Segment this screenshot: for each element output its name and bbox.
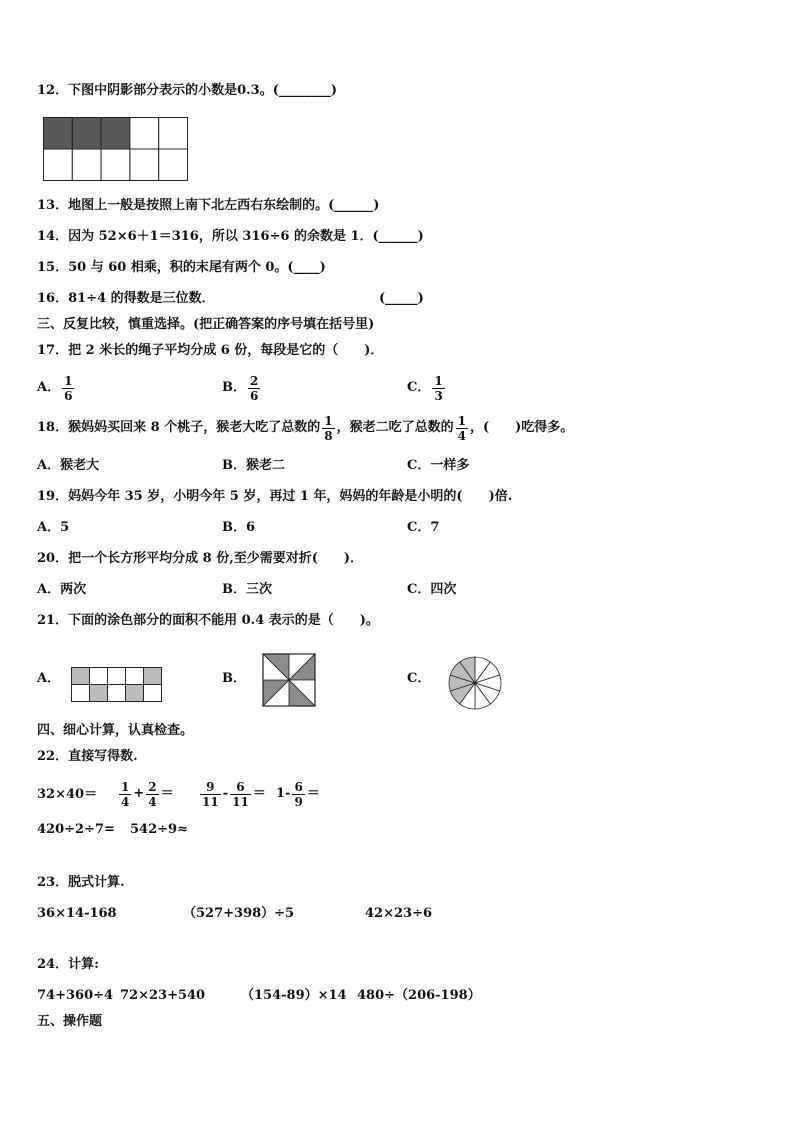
q12-cell-shaded-3: [101, 118, 130, 150]
q22-e2-frac-b: [146, 780, 158, 809]
q16-text: 16．81÷4 的得数是三位数．: [37, 291, 215, 306]
q20-option-b: B．三次: [222, 582, 272, 597]
q12-cell-4: [130, 118, 159, 150]
q18-f2-num: 1: [457, 413, 466, 428]
q18-part2: ，猴老二吃了总数的: [336, 420, 454, 435]
q23-item-3: 42×23÷6: [365, 906, 433, 921]
q21-option-a-figure: [71, 667, 163, 703]
q22-e4-lead: 1-: [276, 786, 291, 801]
section4-title: 四、细心计算，认真检查。: [37, 723, 194, 738]
q22-expr-5: 420÷2÷7=: [37, 822, 115, 837]
q22-expr-6: 542÷9≈: [130, 822, 188, 837]
q22-expr-4: [276, 775, 320, 813]
q21-option-b-label: B．: [222, 671, 246, 686]
q12-cell-shaded-2: [72, 118, 101, 150]
q22-e2-frac-a: [119, 780, 131, 809]
q21-option-b-figure: [262, 653, 316, 707]
q17-option-a-label: A．: [37, 380, 61, 395]
q22-e3-frac-a: [200, 780, 221, 809]
q22-text: 22．直接写得数.: [37, 749, 138, 764]
q17-c-den: 3: [434, 388, 443, 403]
q17-a-num: 1: [64, 373, 73, 388]
q17-option-b-fraction: [248, 374, 260, 403]
q22-e3-a-num: 9: [206, 779, 215, 794]
q18-f1-num: 1: [324, 413, 333, 428]
q22-e3-op: -: [222, 786, 229, 801]
q20-option-a: A．两次: [37, 582, 87, 597]
q19-text: 19．妈妈今年 35 岁，小明今年 5 岁，再过 1 年，妈妈的年龄是小明的( )倍.: [37, 489, 513, 504]
q21-option-c-label: C．: [407, 671, 431, 686]
q12-cell-5: [159, 118, 188, 150]
q17-option-a-fraction: [62, 374, 74, 403]
q12-cell-10: [159, 149, 188, 181]
q23-item-1: 36×14-168: [37, 906, 117, 921]
q18-option-c: C．一样多: [407, 458, 470, 473]
q12-grid-figure: [43, 117, 188, 181]
q12-text: 12．下图中阴影部分表示的小数是0.3。(________): [37, 83, 338, 98]
q22-e2-b-num: 2: [148, 779, 157, 794]
q17-text: 17．把 2 米长的绳子平均分成 6 份，每段是它的（ )．: [37, 343, 384, 358]
q21-text: 21．下面的涂色部分的面积不能用 0.4 表示的是（ )。: [37, 613, 379, 628]
q22-e3-b-num: 6: [236, 779, 245, 794]
q14-text: 14．因为 52×6＋1＝316，所以 316÷6 的余数是 1．(______): [37, 229, 424, 244]
q20-text: 20．把一个长方形平均分成 8 份,至少需要对折( )．: [37, 551, 364, 566]
q12-cell-shaded-1: [44, 118, 73, 150]
section3-title: 三、反复比较，慎重选择。(把正确答案的序号填在括号里): [37, 317, 375, 332]
q24-item-2: 72×23+540: [120, 988, 206, 1003]
q22-e2-a-den: 4: [121, 794, 130, 809]
q21-option-a-label: A．: [37, 671, 61, 686]
q22-expr-1: 32×40＝: [37, 787, 98, 802]
q17-c-num: 1: [434, 373, 443, 388]
q18-option-b: B．猴老二: [222, 458, 285, 473]
q22-e2-op: +: [133, 786, 145, 801]
q18-f1-den: 8: [324, 428, 333, 443]
q22-e4-num: 6: [294, 779, 303, 794]
q22-e3-eq: ＝: [252, 786, 266, 801]
q23-item-2: （527+398）÷5: [183, 906, 295, 921]
q23-text: 23．脱式计算.: [37, 875, 125, 890]
q15-text: 15．50 与 60 相乘，积的末尾有两个 0。(____): [37, 260, 326, 275]
q18-f2-den: 4: [457, 428, 466, 443]
q13-text: 13．地图上一般是按照上南下北左西右东绘制的。(______): [37, 198, 380, 213]
q19-option-a: A．5: [37, 520, 70, 535]
q24-text: 24．计算:: [37, 957, 99, 972]
q17-option-b-label: B．: [222, 380, 246, 395]
q18-part1: 18．猴妈妈买回来 8 个桃子，猴老大吃了总数的: [37, 420, 321, 435]
q24-item-3: （154-89）×14: [241, 988, 347, 1003]
q17-option-c-fraction: [432, 374, 444, 403]
q22-e3-a-den: 11: [202, 794, 219, 809]
q22-e4-den: 9: [294, 794, 303, 809]
q18-question: [37, 410, 573, 446]
q22-expr-3: [198, 775, 266, 813]
q17-b-den: 6: [250, 388, 259, 403]
q17-a-den: 6: [64, 388, 73, 403]
q16-answer-blank: (_____): [379, 291, 424, 306]
q12-cell-8: [101, 149, 130, 181]
q22-e3-b-den: 11: [232, 794, 249, 809]
q17-option-c: [407, 370, 447, 406]
q12-cell-9: [130, 149, 159, 181]
q17-option-b: [222, 370, 262, 406]
q17-option-a: [37, 370, 76, 406]
q12-cell-6: [44, 149, 73, 181]
q19-option-c: C．7: [407, 520, 440, 535]
q22-expr-2: [117, 775, 174, 813]
q20-option-c: C．四次: [407, 582, 457, 597]
q17-b-num: 2: [250, 373, 259, 388]
q19-option-b: B．6: [222, 520, 256, 535]
q18-part3: ，( )吃得多。: [469, 420, 574, 435]
q21-option-c-figure: [447, 655, 503, 711]
q22-e3-frac-b: [230, 780, 251, 809]
q12-cell-7: [72, 149, 101, 181]
q22-e2-eq: ＝: [160, 786, 174, 801]
q22-e2-a-num: 1: [121, 779, 130, 794]
section5-title: 五、操作题: [37, 1014, 103, 1029]
q17-option-c-label: C．: [407, 380, 431, 395]
q22-e4-eq: ＝: [306, 786, 320, 801]
q24-item-1: 74+360÷4: [37, 988, 114, 1003]
q18-option-a: A．猴老大: [37, 458, 100, 473]
q18-fraction-1: [322, 414, 334, 443]
q22-e4-frac: [292, 780, 304, 809]
q18-fraction-2: [456, 414, 468, 443]
q22-e2-b-den: 4: [148, 794, 157, 809]
q24-item-4: 480÷（206-198）: [357, 988, 481, 1003]
